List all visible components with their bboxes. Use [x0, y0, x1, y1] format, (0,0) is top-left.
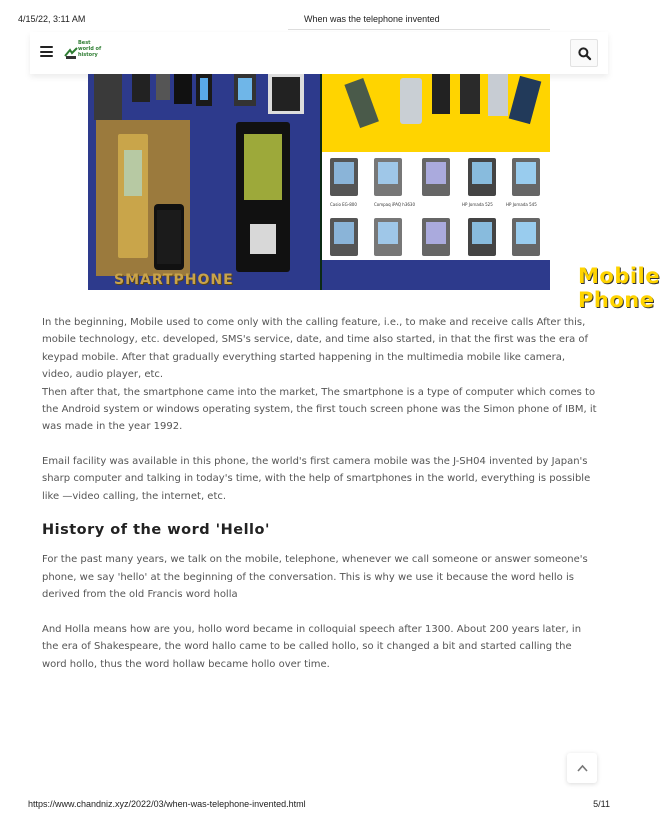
chevron-up-icon [577, 764, 588, 772]
print-page-number: 5/11 [593, 799, 610, 809]
print-header [0, 0, 638, 30]
article-body [42, 314, 598, 673]
print-url: https://www.chandniz.xyz/2022/03/when-was-telephone-invented.html [28, 799, 306, 809]
article-paragraph: And Holla means how are you, hollo word became in colloquial speech after 1300. About 200 years later, in the era of Shakespeare, the word hallo came to be called hollo, so it changed a bit and started calling the word hollo, thus the word hollaw became hollo over time. [42, 623, 582, 670]
device-label: Compaq iPAQ h3630 [374, 202, 416, 207]
print-header-rule [288, 29, 550, 30]
article-paragraph: In the beginning, Mobile used to come only with the calling feature, i.e., to make and receive calls After this, mobile technology, etc. developed, SMS's service, date, and time also started, in that the first was the era of keypad mobile. After that gradually everything started happening in the multimedia mobile like camera, video, audio player, etc. [42, 317, 589, 381]
hamburger-menu-icon[interactable] [40, 46, 53, 57]
hero-mobile-panel [322, 74, 660, 312]
print-datetime: 4/15/22, 3:11 AM [18, 14, 86, 24]
site-header [30, 32, 608, 74]
hero-caption-mobile-phone: Mobile Phone [578, 264, 660, 312]
logo-emblem-icon [64, 46, 78, 60]
search-button[interactable] [570, 39, 598, 67]
hero-caption-smartphone: SMARTPHONE [114, 272, 234, 288]
article-paragraph: For the past many years, we talk on the mobile, telephone, whenever we call someone or answer someone's phone, we say 'hello' at the beginning of the conversation. This is why we use it because the word hello is derived from the old Francis word holla [42, 554, 588, 601]
section-heading: History of the word 'Hello' [42, 522, 270, 539]
article-paragraph: Email facility was available in this phone, the world's first camera mobile was the J-SH04 invented by Japan's sharp computer and talking in today's time, with the help of smartphones in the world, everything is possible like —video calling, the internet, etc. [42, 455, 591, 502]
hero-smartphone-panel [88, 74, 320, 290]
mobile-phone-collage-image [322, 74, 550, 290]
device-label: HP Jornada 525 [462, 202, 493, 207]
article-paragraph: Then after that, the smartphone came into the market, The smartphone is a type of computer which comes to the Android system or windows operating system, the first touch screen phone was the Simon phone of IBM, it was made in the year 1992. [42, 386, 597, 433]
print-page-title: When was the telephone invented [304, 14, 440, 24]
device-label: HP Jornada 545 [506, 202, 537, 207]
device-label: Casio EG-800 [330, 202, 357, 207]
smartphone-collage-image [88, 74, 320, 290]
hero-image [88, 74, 660, 312]
logo-text: Best world of history [78, 40, 102, 58]
scroll-to-top-button[interactable] [567, 753, 597, 783]
search-icon [578, 47, 591, 60]
site-logo[interactable] [64, 40, 124, 64]
